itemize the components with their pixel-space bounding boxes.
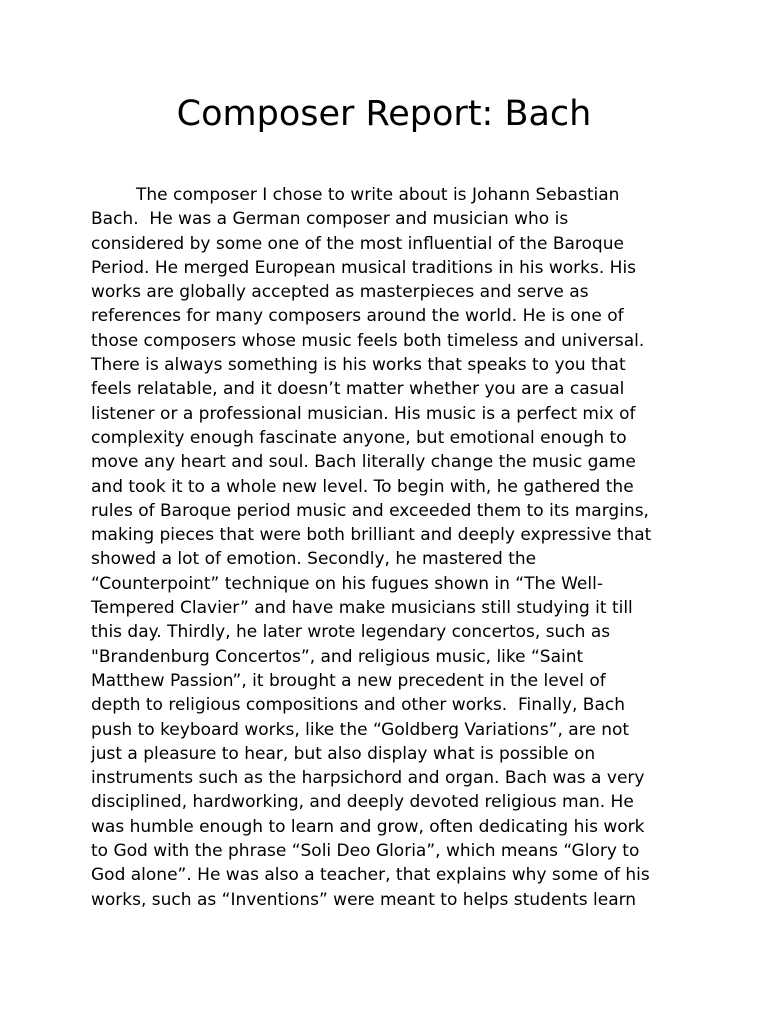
paragraph-line: feels relatable, and it doesn’t matter whether you are a casual <box>91 379 625 400</box>
paragraph-line: disciplined, hardworking, and deeply devoted religious man. He <box>91 792 634 813</box>
paragraph-line: There is always something is his works that speaks to you that <box>91 355 626 376</box>
paragraph-line: this day. Thirdly, he later wrote legendary concertos, such as <box>91 622 611 643</box>
paragraph-line: push to keyboard works, like the “Goldberg Variations”, are not <box>91 719 630 740</box>
paragraph-line: rules of Baroque period music and exceeded them to its margins, <box>91 500 649 521</box>
paragraph-line: making pieces that were both brilliant and deeply expressive that <box>91 525 652 546</box>
paragraph-line: instruments such as the harpsichord and organ. Bach was a very <box>91 768 645 789</box>
paragraph-line: those composers whose music feels both timeless and universal. <box>91 330 645 351</box>
paragraph-line: complexity enough fascinate anyone, but emotional enough to <box>91 427 627 448</box>
paragraph-line: depth to religious compositions and other works. Finally, Bach <box>91 695 625 716</box>
paragraph-line: Period. He merged European musical traditions in his works. His <box>91 257 637 278</box>
paragraph-line: “Counterpoint” technique on his fugues shown in “The Well- <box>91 573 603 594</box>
paragraph-line: God alone”. He was also a teacher, that explains why some of his <box>91 865 650 886</box>
paragraph-line: considered by some one of the most influential of the Baroque <box>91 233 624 254</box>
paragraph-line: was humble enough to learn and grow, often dedicating his work <box>91 816 645 837</box>
paragraph-line: just a pleasure to hear, but also display what is possible on <box>91 743 596 764</box>
paragraph-line: listener or a professional musician. His music is a perfect mix of <box>91 403 636 424</box>
paragraph-line: Matthew Passion”, it brought a new precedent in the level of <box>91 670 606 691</box>
paragraph-line: references for many composers around the world. He is one of <box>91 306 624 327</box>
paragraph-line: showed a lot of emotion. Secondly, he mastered the <box>91 549 537 570</box>
paragraph-line: works are globally accepted as masterpieces and serve as <box>91 282 589 303</box>
paragraph-line: Bach. He was a German composer and musician who is <box>91 209 569 230</box>
paragraph-line: and took it to a whole new level. To begin with, he gathered the <box>91 476 634 497</box>
body-paragraph <box>91 183 677 912</box>
paragraph-line: The composer I chose to write about is Johann Sebastian <box>136 185 620 205</box>
paragraph-line: Tempered Clavier” and have make musicians still studying it till <box>91 598 633 619</box>
page-title: Composer Report: Bach <box>176 94 592 134</box>
paragraph-line: move any heart and soul. Bach literally change the music game <box>91 452 636 473</box>
paragraph-line: works, such as “Inventions” were meant to helps students learn <box>91 889 637 910</box>
paragraph-line: to God with the phrase “Soli Deo Gloria”, which means “Glory to <box>91 841 640 862</box>
paragraph-line: "Brandenburg Concertos”, and religious music, like “Saint <box>91 646 584 667</box>
